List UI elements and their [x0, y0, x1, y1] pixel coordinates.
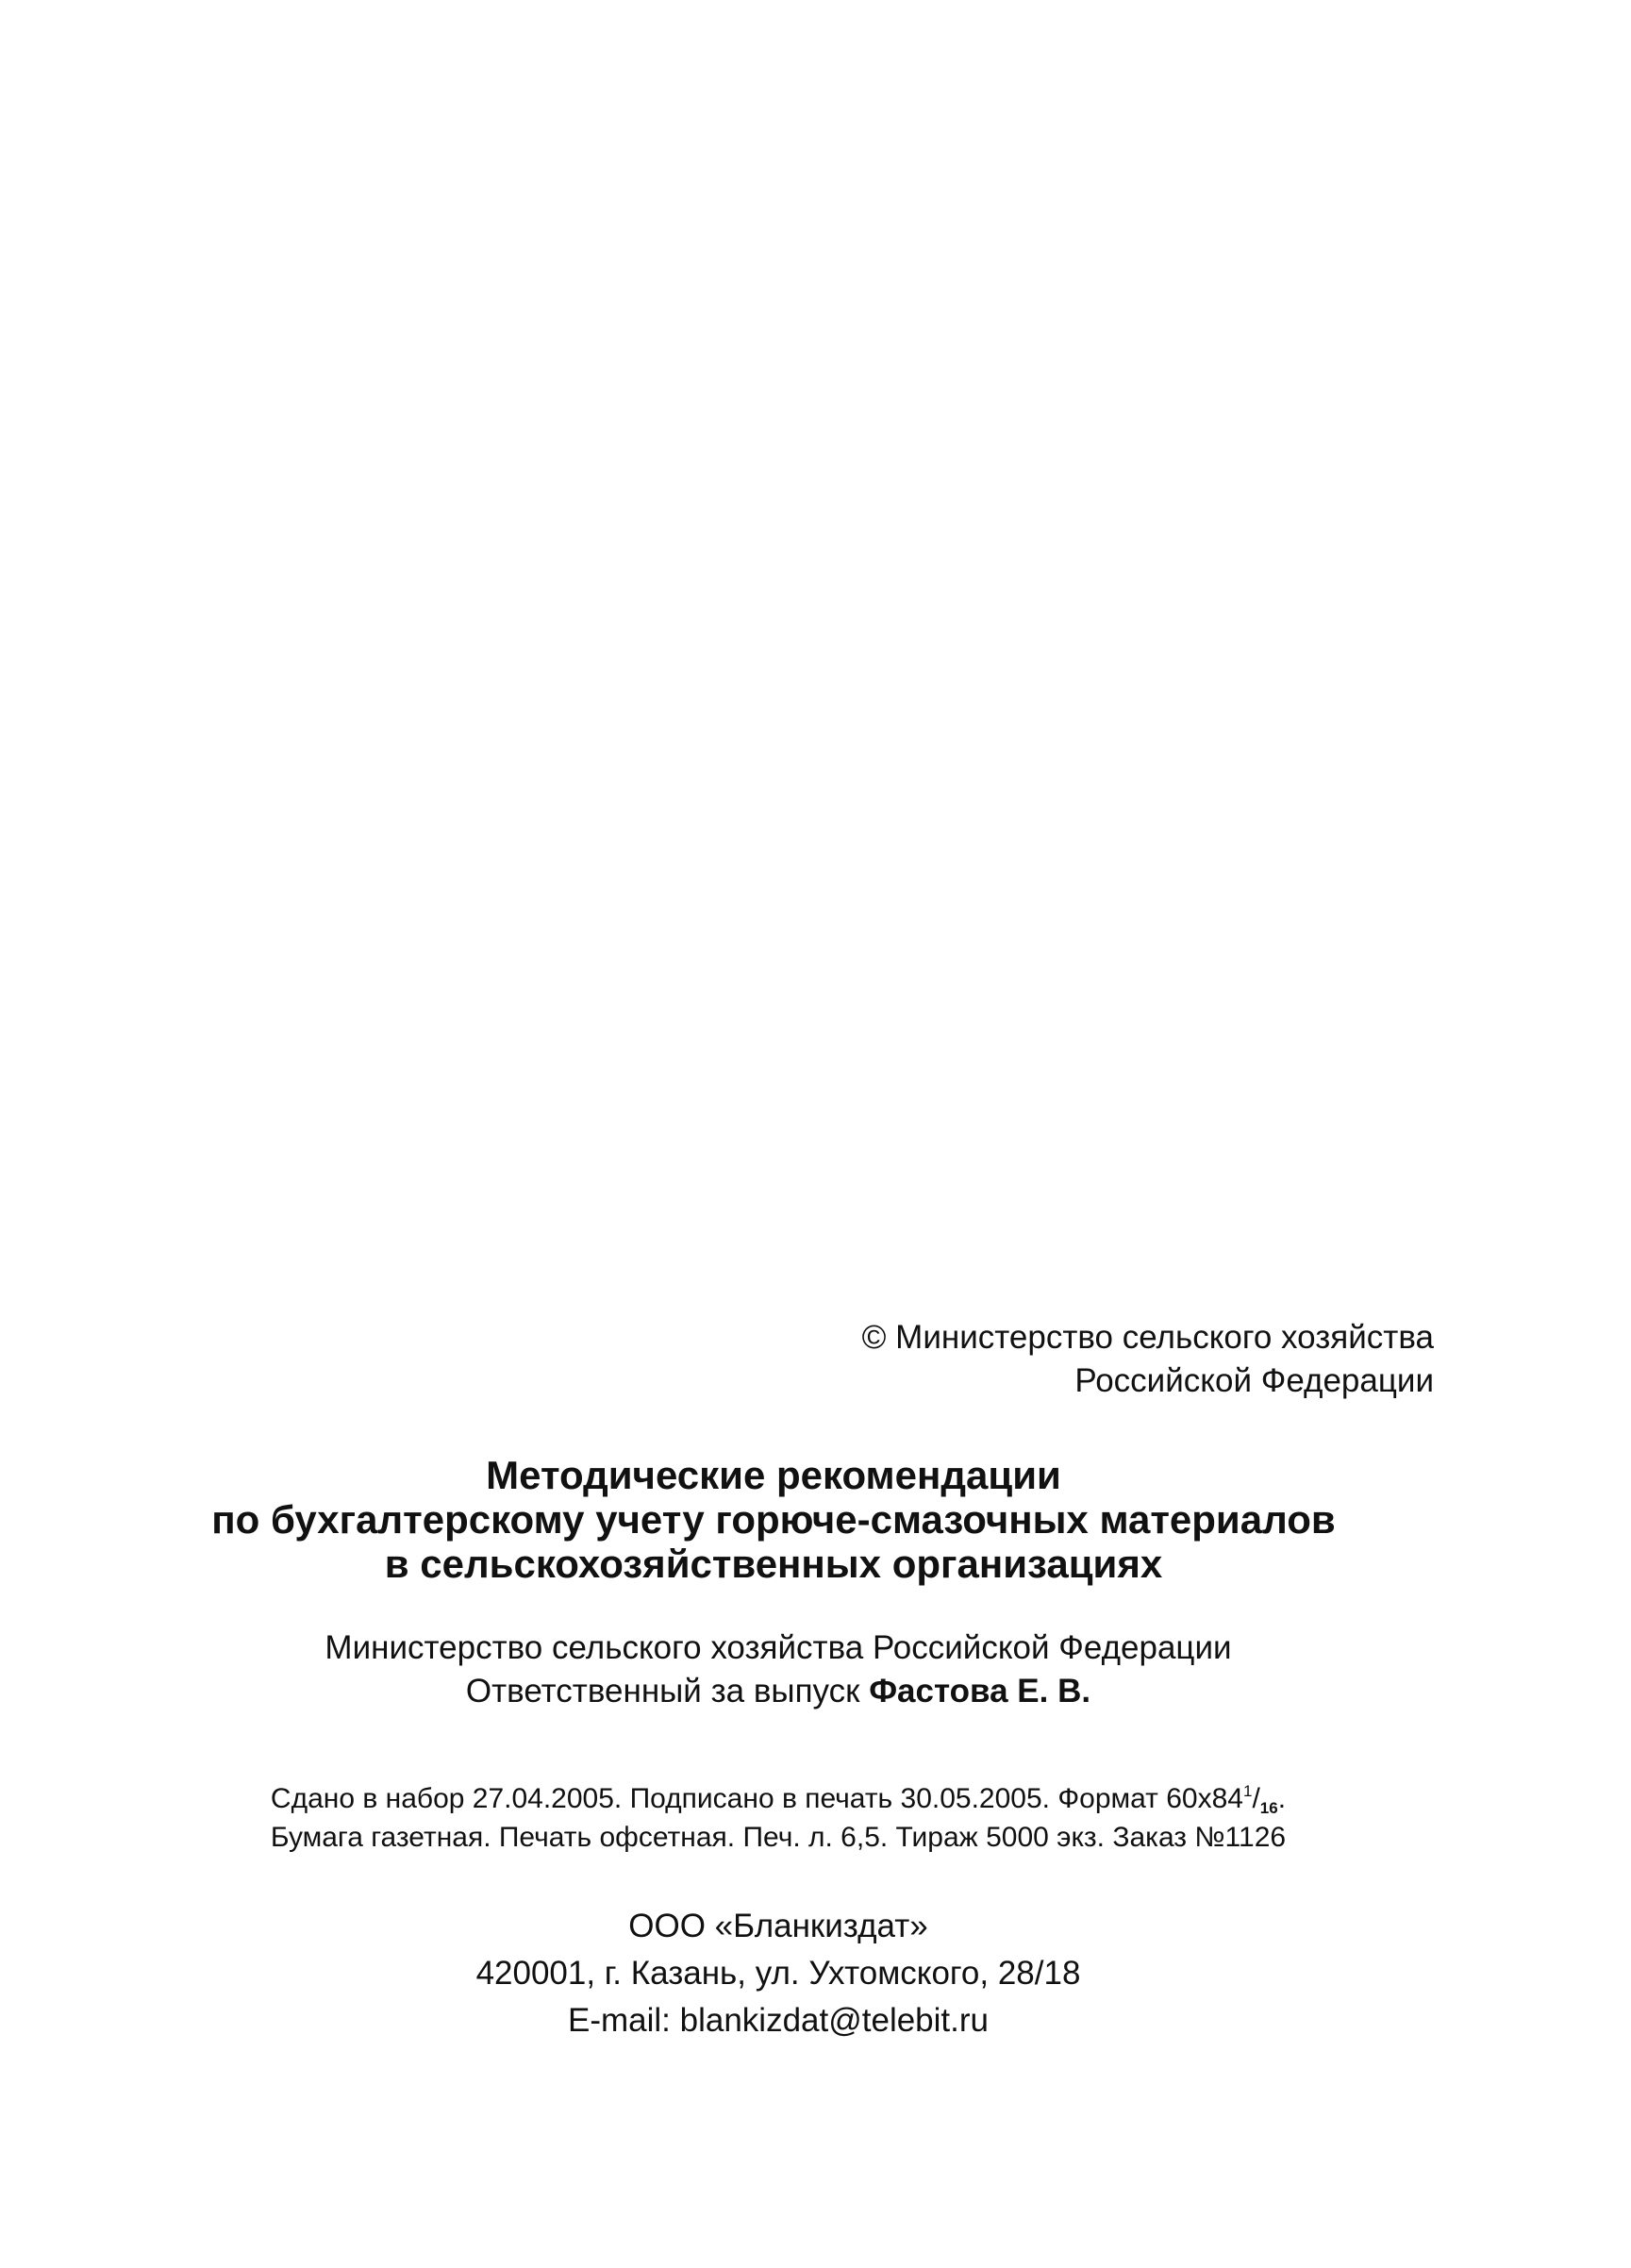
imprint-line-2: Бумага газетная. Печать офсетная. Печ. л. 6,5. Тираж 5000 экз. Заказ №1126: [270, 1822, 1287, 1853]
format-denominator: 16: [1259, 1799, 1278, 1817]
responsible-label: Ответственный за выпуск: [465, 1673, 860, 1709]
imprint-block: [57, 1779, 1500, 1857]
credits-block: [57, 1626, 1500, 1713]
ministry-line: Министерство сельского хозяйства Российской Федерации: [325, 1629, 1232, 1666]
imprint-line-1: Сдано в набор 27.04.2005. Подписано в печать 30.05.2005. Формат $60х84^1/_{16}$.: [270, 1782, 1287, 1817]
format-numerator: 1: [1242, 1782, 1253, 1800]
company-email: E-mail: blankizdat@telebit.ru: [568, 2002, 989, 2039]
copyright-notice: [566, 1316, 1434, 1403]
imprint-line-1-text: Сдано в набор 27.04.2005. Подписано в печать 30.05.2005. Формат 60х84: [270, 1783, 1243, 1814]
title-line-3: в сельскохозяйственных организациях: [384, 1542, 1163, 1586]
document-title: [57, 1453, 1490, 1586]
title-line-1: Методические рекомендации: [486, 1453, 1061, 1497]
copyright-line-1: © Министерство сельского хозяйства: [861, 1319, 1434, 1356]
title-line-2: по бухгалтерскому учету горюче-смазочных материалов: [211, 1497, 1336, 1542]
publisher-contacts: [57, 1903, 1500, 2044]
responsible-name: Фастова Е. В.: [869, 1673, 1091, 1709]
responsible-line: [57, 1670, 1500, 1713]
copyright-line-2: Российской Федерации: [1074, 1362, 1434, 1399]
company-name: ООО «Бланкиздат»: [628, 1908, 928, 1944]
imprint-line-1-end: .: [1277, 1783, 1287, 1814]
company-address: 420001, г. Казань, ул. Ухтомского, 28/18: [475, 1955, 1081, 1992]
